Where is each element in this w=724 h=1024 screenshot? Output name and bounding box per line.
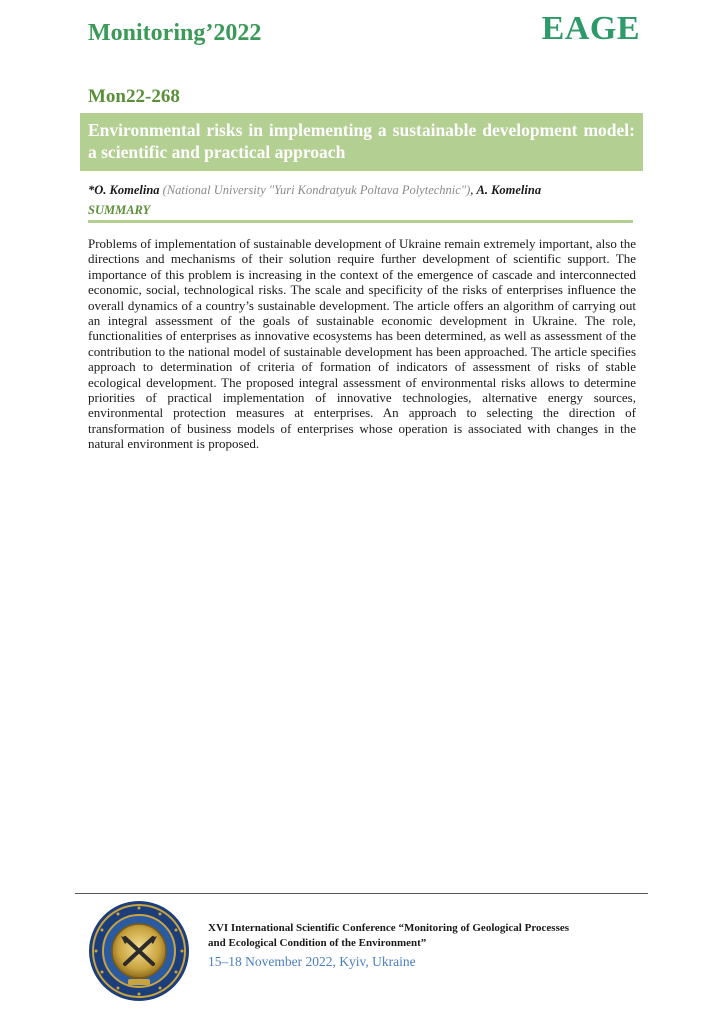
author-2-name: A. Komelina: [476, 183, 542, 197]
summary-heading: SUMMARY: [88, 203, 151, 217]
footer-divider: [75, 893, 648, 894]
author-line: [88, 183, 541, 198]
summary-divider: [88, 220, 633, 223]
paper-title: Environmental risks in implementing a sustainable development model: a scientific and practical approach: [88, 120, 635, 162]
footer-conference-line-1: XVI International Scientific Conference “Monitoring of Geological Processes: [208, 922, 570, 934]
abstract-text: Problems of implementation of sustainable development of Ukraine remain extremely important, also the directions and mechanisms of their solution require further development of scientific support. The importance of this problem is increasing in the context of the emergence of cascade and interconnected economic, social, technological risks. The scale and specificity of the risks of enterprises influence the overall dynamics of a country’s sustainable development. The article offers an algorithm of carrying out an integral assessment of the goals of sustainable economic development in Ukraine. The role, functionalities of enterprises as innovative ecosystems has been determined, as well as assessment of the contribution to the national model of sustainable development has been approached. The article specifies approach to determination of criteria of formation of indicators of assessment of risks of stable ecological development. The proposed integral assessment of environmental risks allows to determine priorities of practical implementation of innovative technologies, alternative energy sources, environmental protection measures at enterprises. An approach to selecting the direction of transformation of business models of enterprises whose operation is associated with changes in the natural environment is proposed.: [88, 236, 636, 452]
footer-conference: [208, 921, 628, 951]
conference-seal-icon: [88, 900, 190, 1002]
footer-conference-line-2: and Ecological Condition of the Environment”: [208, 937, 427, 949]
conference-name: Monitoring’2022: [88, 20, 262, 46]
author-1-affiliation: (National University "Yuri Kondratyuk Poltava Polytechnic"): [162, 183, 471, 197]
footer-date-location: 15–18 November 2022, Kyiv, Ukraine: [208, 954, 416, 969]
author-1-name: *O. Komelina: [88, 183, 160, 197]
title-box: [80, 113, 643, 171]
eage-logo: EAGE: [541, 10, 640, 47]
author-separator: ,: [470, 183, 477, 197]
paper-id: Mon22-268: [88, 86, 180, 107]
